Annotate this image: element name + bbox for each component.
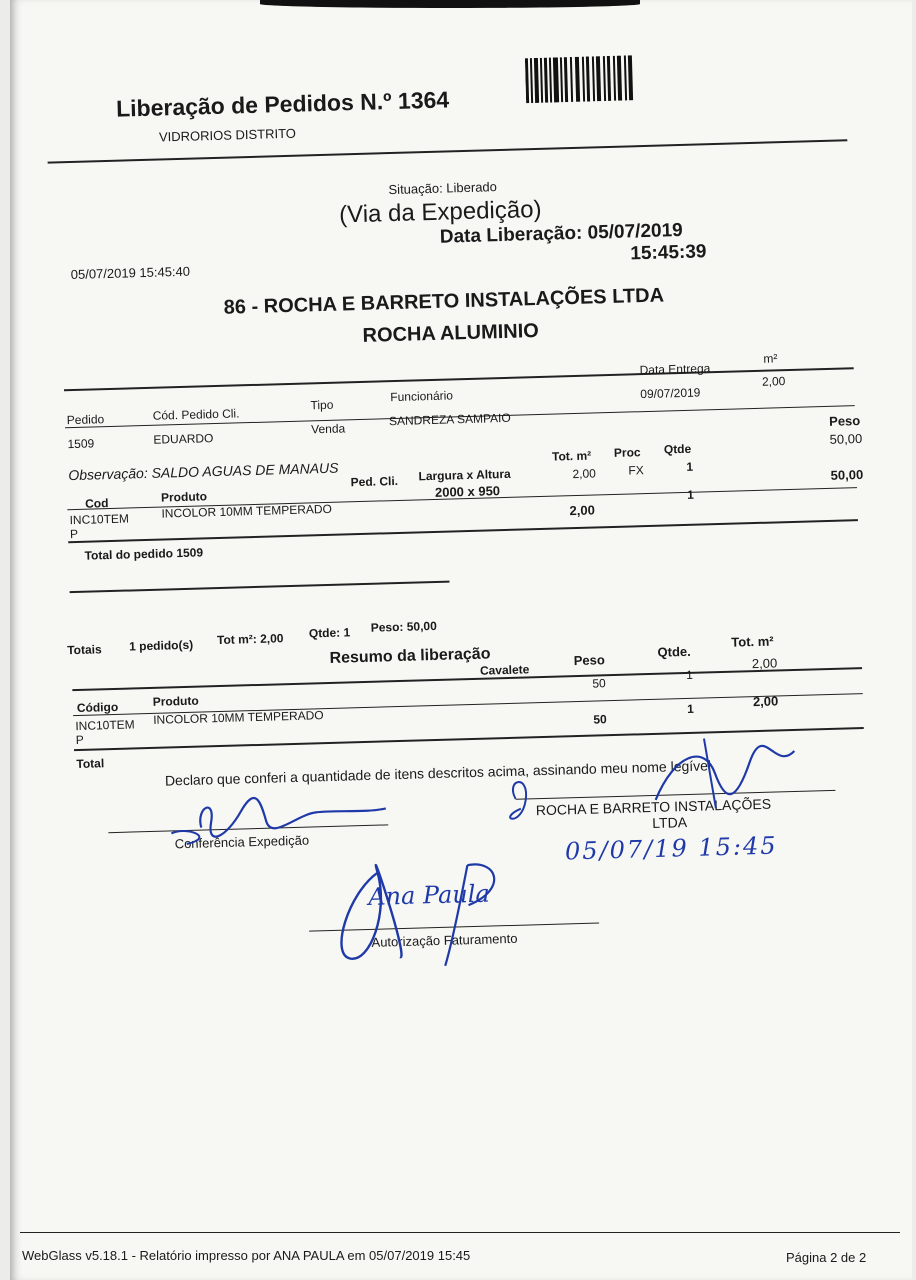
item-col-ped-cli: Ped. Cli. xyxy=(350,473,399,490)
resumo-title: Resumo da liberação xyxy=(329,645,491,667)
col-m2: m² xyxy=(763,351,778,366)
footer-rule xyxy=(20,1232,900,1233)
resumo-row-produto: INCOLOR 10MM TEMPERADO xyxy=(153,708,324,727)
item-total-rule xyxy=(68,519,858,543)
col-data-entrega: Data Entrega xyxy=(639,361,711,378)
col-pedido: Pedido xyxy=(66,412,105,428)
peso-value: 50,00 xyxy=(829,430,863,447)
item-top-proc: FX xyxy=(628,463,644,478)
situation-text: Situação: Liberado xyxy=(388,179,498,198)
item-col-produto: Produto xyxy=(160,489,208,505)
resumo-row-peso: 50 xyxy=(593,712,607,727)
value-pedido: 1509 xyxy=(67,436,95,452)
item-dimensions: 2000 x 950 xyxy=(434,483,501,500)
item-cod: INC10TEM xyxy=(69,511,130,528)
barcode-icon xyxy=(525,55,634,103)
value-cod-pedido-cli: EDUARDO xyxy=(153,431,214,447)
resumo-col-codigo: Código xyxy=(76,699,119,716)
value-funcionario: SANDREZA SAMPAIO xyxy=(388,410,511,429)
order-table-top-rule xyxy=(64,367,854,391)
resumo-col-cavalete: Cavalete xyxy=(479,662,530,678)
subtotal-tot-m2: 2,00 xyxy=(569,502,596,519)
handwritten-name: Ana Paula xyxy=(367,879,491,911)
value-tipo: Venda xyxy=(310,421,346,437)
via-expedicao: (Via da Expedição) xyxy=(338,195,542,229)
item-produto: INCOLOR 10MM TEMPERADO xyxy=(161,501,333,521)
peso-label: Peso xyxy=(828,413,861,429)
client-signature-ink xyxy=(474,731,806,830)
item-peso: 50,00 xyxy=(830,466,864,483)
totals-label: Totais xyxy=(67,642,102,658)
item-top-tot-m2: 2,00 xyxy=(572,466,597,482)
totals-pedidos: 1 pedido(s) xyxy=(128,637,194,654)
item-cod-cont: P xyxy=(69,526,79,542)
order-total-label: Total do pedido 1509 xyxy=(84,545,204,563)
resumo-row-qtde: 1 xyxy=(686,701,695,716)
print-datetime: 05/07/2019 15:45:40 xyxy=(70,263,191,283)
footer-left: WebGlass v5.18.1 - Relatório impresso por ANA PAULA em 05/07/2019 15:45 xyxy=(22,1248,471,1263)
document-title: Liberação de Pedidos N.º 1364 xyxy=(115,86,450,122)
client-sign-name-line1: ROCHA E BARRETO INSTALAÇÕES xyxy=(535,795,772,819)
subtotal-qtde: 1 xyxy=(686,487,695,502)
item-col-tot-m2: Tot. m² xyxy=(551,448,592,464)
item-top-qtde: 1 xyxy=(686,459,694,474)
col-funcionario: Funcionário xyxy=(390,388,454,405)
autorizacao-signature-ink xyxy=(317,847,570,974)
resumo-top-qtde: 1 xyxy=(685,667,694,682)
resumo-row-codigo: INC10TEM xyxy=(75,717,135,734)
document-page xyxy=(10,0,912,1280)
value-m2: 2,00 xyxy=(761,374,786,389)
document-content xyxy=(10,0,912,1280)
handwritten-date: 05/07/19 15:45 xyxy=(564,831,778,866)
conferencia-label: Conferência Expedição xyxy=(174,832,310,852)
resumo-total-label: Total xyxy=(76,756,105,772)
release-time: 15:45:39 xyxy=(630,241,707,265)
resumo-row-tot-m2: 2,00 xyxy=(752,693,779,710)
totals-qtde: Qtde: 1 xyxy=(308,625,351,641)
conferencia-signature-ink xyxy=(155,772,397,849)
item-col-cod: Cod xyxy=(84,496,109,511)
declaration-text: Declaro que conferi a quantidade de itens descritos acima, assinando meu nome legível. xyxy=(164,757,716,789)
resumo-top-tot-m2: 2,00 xyxy=(751,655,778,672)
col-cod-pedido-cli: Cód. Pedido Cli. xyxy=(152,406,240,423)
item-col-qtde: Qtde xyxy=(663,441,692,457)
resumo-row-codigo-cont: P xyxy=(75,732,84,748)
resumo-top-peso: 50 xyxy=(592,676,606,691)
autorizacao-label: Autorização Faturamento xyxy=(371,930,518,950)
client-name: 86 - ROCHA E BARRETO INSTALAÇÕES LTDA xyxy=(223,284,665,319)
resumo-col-tot-m2: Tot. m² xyxy=(731,633,774,650)
resumo-col-peso: Peso xyxy=(573,652,606,669)
totals-tot-m2: Tot m²: 2,00 xyxy=(216,631,284,648)
resumo-col-produto: Produto xyxy=(152,693,199,709)
item-col-proc: Proc xyxy=(613,445,641,460)
client-sign-name-line2: LTDA xyxy=(652,814,688,831)
col-tipo: Tipo xyxy=(310,397,334,413)
totals-peso: Peso: 50,00 xyxy=(370,618,437,635)
company-name: VIDRORIOS DISTRITO xyxy=(158,125,297,145)
item-col-largura-altura: Largura x Altura xyxy=(418,466,511,484)
value-data-entrega: 09/07/2019 xyxy=(640,385,701,402)
release-date: Data Liberação: 05/07/2019 xyxy=(439,219,683,248)
order-observation: Observação: SALDO AGUAS DE MANAUS xyxy=(68,459,339,484)
client-trade-name: ROCHA ALUMINIO xyxy=(362,319,540,347)
order-section-end-rule xyxy=(70,581,450,594)
resumo-col-qtde: Qtde. xyxy=(657,643,691,660)
resumo-top-rule xyxy=(72,667,862,691)
footer-page-number: Página 2 de 2 xyxy=(786,1250,867,1265)
